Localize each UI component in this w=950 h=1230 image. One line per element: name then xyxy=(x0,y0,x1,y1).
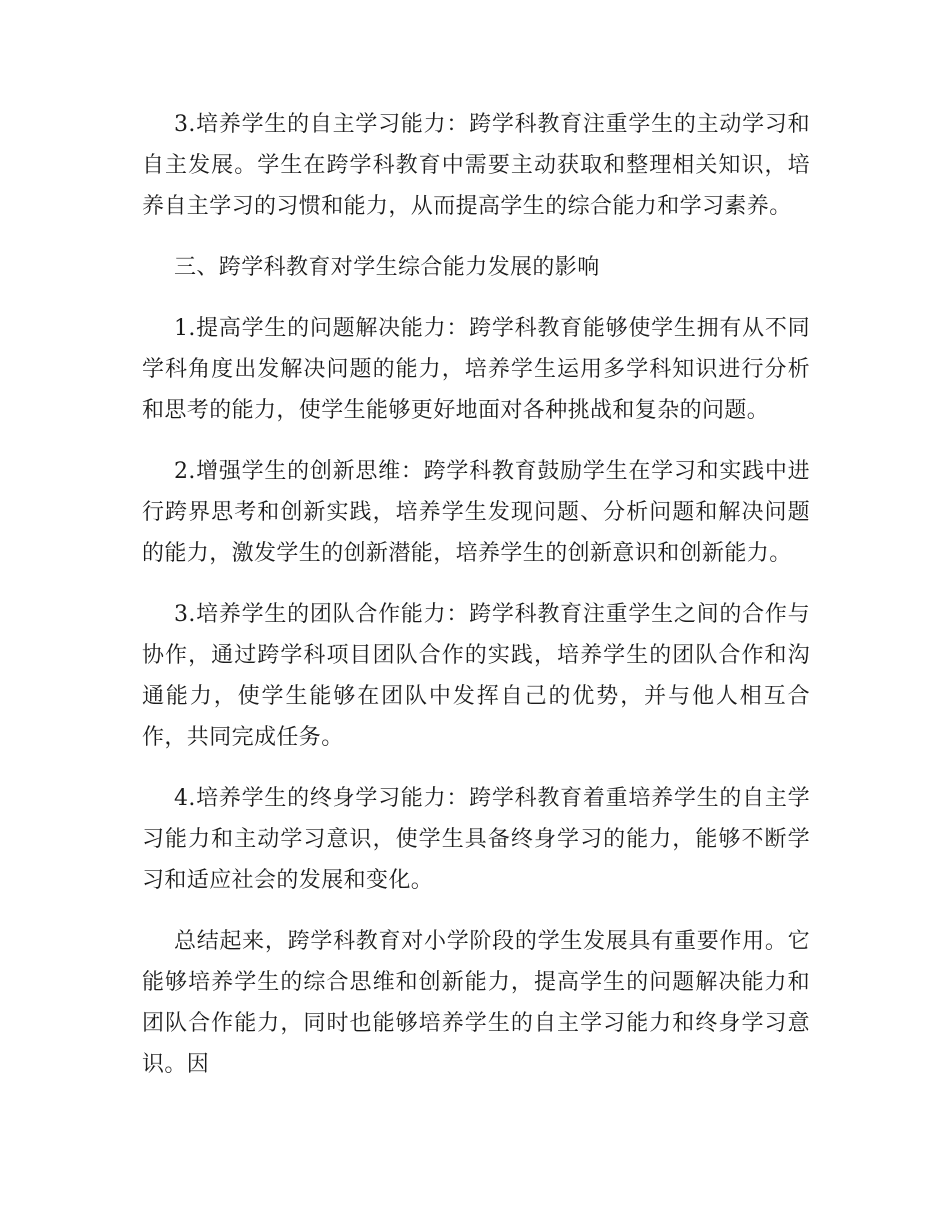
section-heading-impact: 三、跨学科教育对学生综合能力发展的影响 xyxy=(174,255,600,280)
paragraph-innovative-thinking: 2.增强学生的创新思维：跨学科教育鼓励学生在学习和实践中进行跨界思考和创新实践，培养学生发现问题、分析问题和解决问题的能力，激发学生的创新潜能，培养学生的创新意识和创新能力。 xyxy=(142,459,810,566)
paragraph-lifelong-learning: 4.培养学生的终身学习能力：跨学科教育着重培养学生的自主学习能力和主动学习意识，使学生具备终身学习的能力，能够不断学习和适应社会的发展和变化。 xyxy=(142,786,810,893)
document-body xyxy=(142,104,810,1105)
paragraph-self-directed-learning: 3.培养学生的自主学习能力：跨学科教育注重学生的主动学习和自主发展。学生在跨学科教育中需要主动获取和整理相关知识，培养自主学习的习惯和能力，从而提高学生的综合能力和学习素养。 xyxy=(142,112,810,219)
paragraph-teamwork: 3.培养学生的团队合作能力：跨学科教育注重学生之间的合作与协作，通过跨学科项目团队合作的实践，培养学生的团队合作和沟通能力，使学生能够在团队中发挥自己的优势，并与他人相互合作，共同完成任务。 xyxy=(142,602,810,750)
paragraph-summary: 总结起来，跨学科教育对小学阶段的学生发展具有重要作用。它能够培养学生的综合思维和创新能力，提高学生的问题解决能力和团队合作能力，同时也能够培养学生的自主学习能力和终身学习意识。因 xyxy=(142,929,810,1077)
paragraph-problem-solving: 1.提高学生的问题解决能力：跨学科教育能够使学生拥有从不同学科角度出发解决问题的能力，培养学生运用多学科知识进行分析和思考的能力，使学生能够更好地面对各种挑战和复杂的问题。 xyxy=(142,316,810,423)
